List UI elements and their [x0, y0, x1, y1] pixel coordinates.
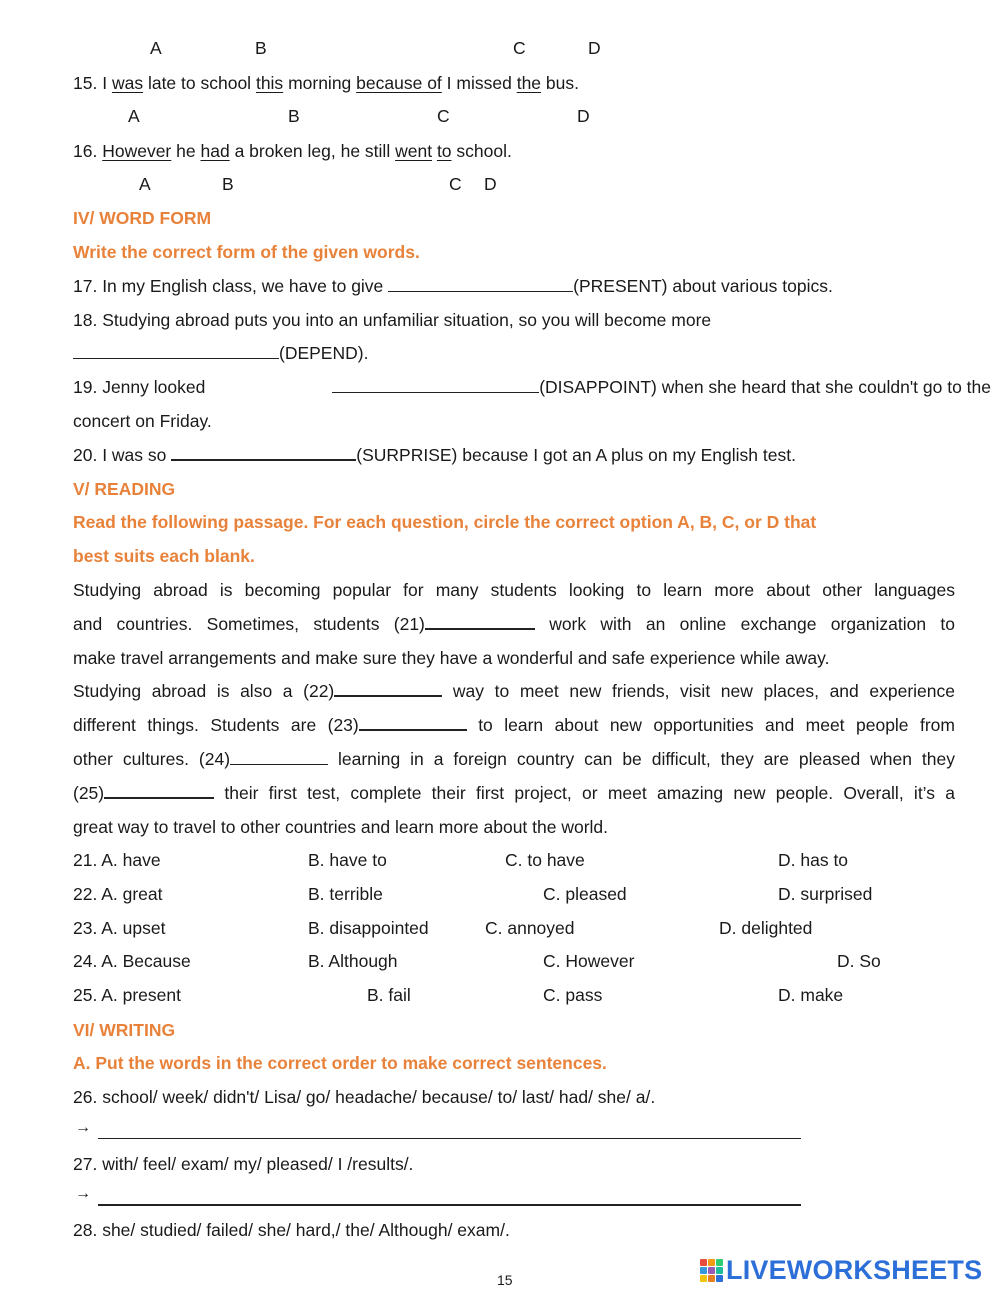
question-17: 17. In my English class, we have to give (PRESENT) about various topics. — [73, 276, 833, 296]
question-19-line2: concert on Friday. — [73, 411, 212, 431]
section-reading-instruction-1: Read the following passage. For each question, circle the correct option A, B, C, or D that — [73, 512, 817, 532]
q17-blank[interactable] — [388, 276, 573, 292]
logo-text: LIVEWORKSHEETS — [726, 1254, 983, 1285]
q24-option-b[interactable]: B. Although — [308, 951, 398, 971]
q27-answer-line[interactable] — [98, 1203, 801, 1206]
section-writing-instruction: A. Put the words in the correct order to make correct sentences. — [73, 1053, 607, 1073]
q20-blank[interactable] — [171, 444, 356, 461]
q16-label-c: C — [449, 174, 462, 194]
q21-option-a[interactable]: 21. A. have — [73, 850, 161, 870]
q24-option-d[interactable]: D. So — [837, 951, 881, 971]
q21-option-d[interactable]: D. has to — [778, 850, 849, 870]
q22-option-b[interactable]: B. terrible — [308, 884, 383, 904]
section-writing-heading: VI/ WRITING — [73, 1020, 176, 1040]
q25-option-a[interactable]: 25. A. present — [73, 985, 181, 1005]
q24-option-c[interactable]: C. However — [543, 951, 635, 971]
q22-option-c[interactable]: C. pleased — [543, 884, 627, 904]
question-15: 15. I was late to school this morning because of I missed the bus. — [73, 73, 579, 93]
q22-option-a[interactable]: 22. A. great — [73, 884, 163, 904]
logo-square — [716, 1275, 723, 1282]
passage-line-2: and countries. Sometimes, students (21) work with an online exchange organization to — [73, 614, 955, 634]
q24-option-a[interactable]: 24. A. Because — [73, 951, 191, 971]
q15-label-c: C — [437, 106, 450, 126]
question-18-line1: 18. Studying abroad puts you into an unfamiliar situation, so you will become more — [73, 310, 712, 330]
passage-line-5: different things. Students are (23) to learn about new opportunities and meet people from — [73, 715, 955, 735]
question-18-line2: (DEPEND). — [73, 342, 368, 364]
q16-label-a: A — [139, 174, 151, 194]
q16-label-b: B — [222, 174, 234, 194]
q16-label-d: D — [484, 174, 497, 194]
passage-line-7: (25) their first test, complete their first project, or meet amazing new people. Overall, it’s a — [73, 783, 955, 803]
q27-arrow-icon: → — [75, 1185, 91, 1202]
q26-arrow-icon: → — [75, 1119, 91, 1136]
passage-line-6: other cultures. (24) learning in a foreign country can be difficult, they are pleased when they — [73, 749, 955, 769]
passage-line-1: Studying abroad is becoming popular for many students looking to learn more about other languages — [73, 580, 955, 600]
q23-option-a[interactable]: 23. A. upset — [73, 918, 166, 938]
passage-line-4: Studying abroad is also a (22) way to meet new friends, visit new places, and experience — [73, 681, 955, 701]
blank-25 — [104, 782, 214, 799]
logo-square — [708, 1259, 715, 1266]
q19-blank[interactable] — [332, 377, 539, 393]
q14-label-a: A — [150, 38, 162, 58]
q25-option-c[interactable]: C. pass — [543, 985, 603, 1005]
q22-option-d[interactable]: D. surprised — [778, 884, 873, 904]
question-28: 28. she/ studied/ failed/ she/ hard,/ the/ Although/ exam/. — [73, 1220, 510, 1240]
question-20: 20. I was so (SURPRISE) because I got an A plus on my English test. — [73, 445, 796, 465]
q15-label-d: D — [577, 106, 590, 126]
q14-label-b: B — [255, 38, 267, 58]
logo-square — [700, 1259, 707, 1266]
logo-square — [716, 1267, 723, 1274]
q23-option-c[interactable]: C. annoyed — [485, 918, 575, 938]
q14-label-d: D — [588, 38, 601, 58]
logo-square — [700, 1275, 707, 1282]
question-19-line1: 19. Jenny looked (DISAPPOINT) when she heard that she couldn't go to the — [73, 377, 991, 397]
q21-option-c[interactable]: C. to have — [505, 850, 585, 870]
q25-option-b[interactable]: B. fail — [367, 985, 411, 1005]
blank-21 — [425, 613, 535, 630]
passage-line-8: great way to travel to other countries and learn more about the world. — [73, 817, 609, 837]
q26-answer-line[interactable] — [98, 1137, 801, 1139]
q15-label-a: A — [128, 106, 140, 126]
page-number: 15 — [497, 1272, 513, 1288]
blank-23 — [359, 714, 467, 731]
q18-blank[interactable] — [73, 343, 279, 359]
question-27: 27. with/ feel/ exam/ my/ pleased/ I /results/. — [73, 1154, 414, 1174]
section-word-form-instruction: Write the correct form of the given words. — [73, 242, 420, 262]
blank-22 — [334, 680, 442, 697]
section-reading-instruction-2: best suits each blank. — [73, 546, 255, 566]
q21-option-b[interactable]: B. have to — [308, 850, 387, 870]
logo-square — [708, 1275, 715, 1282]
question-26: 26. school/ week/ didn't/ Lisa/ go/ headache/ because/ to/ last/ had/ she/ a/. — [73, 1087, 656, 1107]
section-reading-heading: V/ READING — [73, 479, 176, 499]
logo-square — [700, 1267, 707, 1274]
section-word-form-heading: IV/ WORD FORM — [73, 208, 212, 228]
q25-option-d[interactable]: D. make — [778, 985, 844, 1005]
q23-option-d[interactable]: D. delighted — [719, 918, 813, 938]
q23-option-b[interactable]: B. disappointed — [308, 918, 429, 938]
liveworksheets-logo — [700, 1255, 982, 1285]
blank-24 — [230, 749, 328, 765]
logo-square — [716, 1259, 723, 1266]
passage-line-3: make travel arrangements and make sure they have a wonderful and safe experience while away. — [73, 648, 830, 668]
q15-label-b: B — [288, 106, 300, 126]
question-16: 16. However he had a broken leg, he still went to school. — [73, 141, 512, 161]
logo-square — [708, 1267, 715, 1274]
logo-grid-icon — [700, 1259, 723, 1282]
q14-label-c: C — [513, 38, 526, 58]
